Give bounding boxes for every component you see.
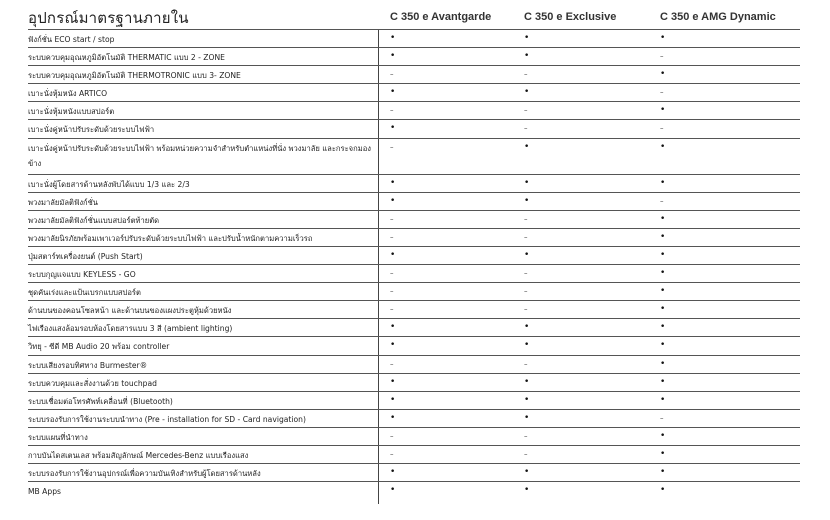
included-mark: •	[390, 87, 396, 98]
column-header-amg-dynamic: C 350 e AMG Dynamic	[660, 11, 776, 23]
included-mark: •	[390, 195, 396, 206]
included-mark: •	[390, 467, 396, 478]
feature-label: ระบบแผนที่นำทาง	[28, 432, 88, 442]
not-included-mark: –	[660, 52, 664, 61]
included-mark: •	[524, 485, 530, 496]
not-included-mark: –	[524, 232, 528, 241]
table-row	[28, 47, 800, 65]
included-mark: •	[660, 141, 666, 152]
not-included-mark: –	[390, 359, 394, 368]
not-included-mark: –	[660, 88, 664, 97]
table-row	[28, 336, 800, 354]
table-row	[28, 138, 800, 174]
not-included-mark: –	[390, 214, 394, 223]
included-mark: •	[660, 33, 666, 43]
included-mark: •	[660, 286, 666, 297]
not-included-mark: –	[524, 305, 528, 314]
table-row	[28, 427, 800, 445]
table-row	[28, 481, 800, 499]
feature-label: ชุดคันเร่งและแป้นเบรกแบบสปอร์ต	[28, 288, 141, 298]
included-mark: •	[660, 467, 666, 478]
included-mark: •	[660, 376, 666, 387]
included-mark: •	[660, 249, 666, 260]
included-mark: •	[524, 141, 530, 152]
feature-label: ไฟเรืองแสงล้อมรอบห้องโดยสารแบบ 3 สี (ambient lighting)	[28, 324, 233, 334]
included-mark: •	[660, 358, 666, 369]
included-mark: •	[524, 467, 530, 478]
table-row	[28, 463, 800, 481]
feature-label: ระบบเสียงรอบทิศทาง Burmester®	[28, 360, 148, 370]
table-row	[28, 65, 800, 83]
included-mark: •	[390, 412, 396, 423]
not-included-mark: –	[524, 106, 528, 115]
not-included-mark: –	[524, 449, 528, 458]
not-included-mark: –	[524, 431, 528, 440]
feature-label: กาบบันไดสเตนเลส พร้อมสัญลักษณ์ Mercedes-Benz แบบเรืองแสง	[28, 450, 249, 460]
not-included-mark: –	[390, 287, 394, 296]
feature-label: เบาะนั่งหุ้มหนัง ARTICO	[28, 89, 108, 99]
included-mark: •	[660, 394, 666, 405]
page-title: อุปกรณ์มาตรฐานภายใน	[28, 9, 189, 27]
included-mark: •	[660, 268, 666, 279]
not-included-mark: –	[660, 196, 664, 205]
not-included-mark: –	[524, 269, 528, 278]
included-mark: •	[660, 448, 666, 459]
included-mark: •	[524, 249, 530, 260]
table-row	[28, 174, 800, 192]
not-included-mark: –	[660, 124, 664, 133]
included-mark: •	[390, 322, 396, 333]
feature-label: MB Apps	[28, 487, 61, 497]
included-mark: •	[660, 105, 666, 116]
feature-label: ระบบกุญแจแบบ KEYLESS - GO	[28, 270, 136, 280]
not-included-mark: –	[390, 431, 394, 440]
not-included-mark: –	[390, 449, 394, 458]
included-mark: •	[390, 177, 396, 188]
table-row	[28, 355, 800, 373]
feature-label: ปุ่มสตาร์ทเครื่องยนต์ (Push Start)	[28, 251, 143, 261]
not-included-mark: –	[524, 359, 528, 368]
included-mark: •	[524, 87, 530, 98]
not-included-mark: –	[390, 232, 394, 241]
included-mark: •	[524, 412, 530, 423]
column-header-exclusive: C 350 e Exclusive	[524, 11, 617, 23]
feature-label: ระบบรองรับการใช้งานระบบนำทาง (Pre - installation for SD - Card navigation)	[28, 414, 306, 424]
not-included-mark: –	[524, 124, 528, 133]
included-mark: •	[660, 304, 666, 315]
feature-label: เบาะนั่งคู่หน้าปรับระดับด้วยระบบไฟฟ้า	[28, 125, 155, 135]
included-mark: •	[660, 231, 666, 242]
not-included-mark: –	[390, 142, 394, 151]
feature-label: ระบบควบคุมอุณหภูมิอัตโนมัติ THERMATIC แบบ 2 - ZONE	[28, 53, 225, 63]
feature-label: เบาะนั่งผู้โดยสารด้านหลังพับได้แบบ 1/3 และ 2/3	[28, 179, 190, 189]
included-mark: •	[660, 213, 666, 224]
table-row	[28, 445, 800, 463]
equipment-table	[28, 29, 800, 499]
included-mark: •	[390, 51, 396, 62]
included-mark: •	[390, 33, 396, 43]
not-included-mark: –	[390, 305, 394, 314]
table-row	[28, 83, 800, 101]
included-mark: •	[524, 195, 530, 206]
table-row	[28, 228, 800, 246]
feature-label: พวงมาลัยนิรภัยพร้อมเพาเวอร์ปรับระดับด้วยระบบไฟฟ้า และปรับน้ำหนักตามความเร็วรถ	[28, 233, 313, 243]
table-row	[28, 210, 800, 228]
included-mark: •	[524, 394, 530, 405]
feature-label: ฟังก์ชั่น ECO start / stop	[28, 35, 115, 44]
included-mark: •	[660, 430, 666, 441]
feature-label: ด้านบนของคอนโซลหน้า และด้านบนของแผงประตูหุ้มด้วยหนัง	[28, 306, 232, 316]
included-mark: •	[524, 322, 530, 333]
table-row	[28, 119, 800, 137]
included-mark: •	[524, 51, 530, 62]
feature-label: ระบบควบคุมและสั่งงานด้วย touchpad	[28, 378, 157, 388]
table-row	[28, 192, 800, 210]
included-mark: •	[390, 376, 396, 387]
table-row	[28, 264, 800, 282]
feature-label: ระบบเชื่อมต่อโทรศัพท์เคลื่อนที่ (Bluetooth)	[28, 396, 173, 406]
not-included-mark: –	[524, 70, 528, 79]
feature-label: วิทยุ - ซีดี MB Audio 20 พร้อม controller	[28, 342, 170, 352]
column-header-avantgarde: C 350 e Avantgarde	[390, 11, 492, 23]
table-row	[28, 29, 800, 47]
included-mark: •	[660, 485, 666, 496]
table-row	[28, 246, 800, 264]
table-row	[28, 101, 800, 119]
feature-label: พวงมาลัยมัลติฟังก์ชั่น	[28, 197, 98, 207]
included-mark: •	[390, 340, 396, 351]
included-mark: •	[390, 394, 396, 405]
included-mark: •	[390, 485, 396, 496]
table-row	[28, 282, 800, 300]
table-row	[28, 373, 800, 391]
included-mark: •	[524, 340, 530, 351]
feature-label: เบาะนั่งหุ้มหนังแบบสปอร์ต	[28, 107, 115, 117]
included-mark: •	[660, 340, 666, 351]
not-included-mark: –	[660, 413, 664, 422]
feature-label: พวงมาลัยมัลติฟังก์ชั่นแบบสปอร์ตท้ายตัด	[28, 215, 160, 225]
included-mark: •	[660, 322, 666, 333]
not-included-mark: –	[390, 106, 394, 115]
included-mark: •	[390, 123, 396, 134]
included-mark: •	[524, 33, 530, 43]
not-included-mark: –	[390, 70, 394, 79]
included-mark: •	[390, 249, 396, 260]
included-mark: •	[660, 177, 666, 188]
table-row	[28, 409, 800, 427]
table-row	[28, 318, 800, 336]
not-included-mark: –	[390, 269, 394, 278]
included-mark: •	[524, 177, 530, 188]
included-mark: •	[660, 69, 666, 80]
not-included-mark: –	[524, 287, 528, 296]
feature-label: ระบบรองรับการใช้งานอุปกรณ์เพื่อความบันเทิงสำหรับผู้โดยสารด้านหลัง	[28, 469, 261, 479]
included-mark: •	[524, 376, 530, 387]
not-included-mark: –	[524, 214, 528, 223]
feature-label: ระบบควบคุมอุณหภูมิอัตโนมัติ THERMOTRONIC แบบ 3- ZONE	[28, 71, 241, 81]
table-row	[28, 391, 800, 409]
table-header	[28, 6, 800, 28]
feature-label: เบาะนั่งคู่หน้าปรับระดับด้วยระบบไฟฟ้า พร้อมหน่วยความจำสำหรับตำแหน่งที่นั่ง พวงมาลัย และกระจกมองข้าง	[28, 143, 371, 168]
table-row	[28, 300, 800, 318]
